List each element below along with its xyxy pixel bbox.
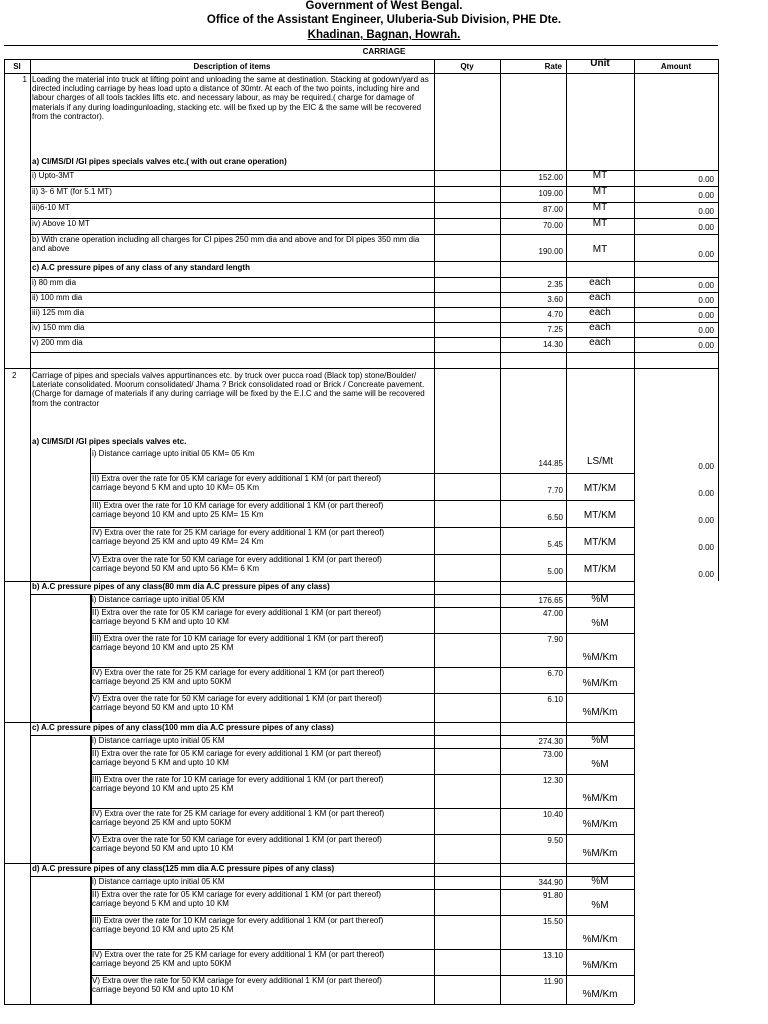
unit-value: %M/Km: [582, 652, 618, 663]
rate-value: 144.85: [538, 459, 563, 468]
unit-value: each: [589, 292, 611, 303]
rate-value: 9.50: [547, 836, 563, 845]
item-description: iii)6-10 MT: [32, 203, 70, 212]
unit-value: MT: [592, 218, 608, 229]
column-rule: [718, 59, 719, 581]
item-2-number: 2: [12, 371, 17, 380]
item-description: i) Distance carriage upto initial 05 KM= 05 Km: [92, 449, 255, 458]
rate-value: 176.65: [538, 596, 563, 605]
column-rule: [500, 59, 501, 1004]
row-rule: [4, 1004, 634, 1005]
rate-value: 190.00: [538, 247, 563, 256]
unit-value: %M: [591, 876, 609, 887]
unit-value: LS/Mt: [586, 456, 614, 467]
rate-value: 5.45: [547, 540, 563, 549]
item-description: III) Extra over the rate for 10 KM cariage for every additional 1 KM (or part thereof) carriage beyond 10 KM and upto 25 KM= 15 Km: [92, 501, 384, 520]
item-description: i) 80 mm dia: [32, 278, 77, 287]
rate-value: 4.70: [547, 310, 563, 319]
rate-value: 109.00: [538, 189, 563, 198]
unit-value: MT: [592, 244, 608, 255]
unit-value: %M: [591, 594, 609, 605]
item-description: iii) 125 mm dia: [32, 308, 85, 317]
item-description: IV) Extra over the rate for 25 KM cariage for every additional 1 KM (or part thereof) carriage beyond 25 KM and upto 50KM: [92, 950, 385, 969]
unit-value: %M/Km: [582, 934, 618, 945]
item-description: III) Extra over the rate for 10 KM cariage for every additional 1 KM (or part thereof) carriage beyond 10 KM and upto 25 KM: [92, 916, 384, 935]
amount-value: 0.00: [698, 570, 714, 579]
rate-value: 47.00: [542, 609, 563, 618]
item-1-c-heading: c) A.C pressure pipes of any class of any standard length: [32, 263, 250, 272]
row-rule: [4, 73, 718, 74]
amount-value: 0.00: [698, 543, 714, 552]
item-description: IV) Extra over the rate for 25 KM cariage for every additional 1 KM (or part thereof) carriage beyond 25 KM and upto 50KM: [92, 668, 385, 687]
item-description: II) Extra over the rate for 05 KM cariage for every additional 1 KM (or part thereof) carriage beyond 5 KM and upto 10 KM: [92, 890, 382, 909]
rate-value: 11.90: [543, 977, 563, 986]
unit-value: %M: [591, 618, 609, 629]
unit-value: MT/KM: [583, 564, 617, 575]
item-description: IV) Extra over the rate for 25 KM cariage for every additional 1 KM (or part thereof) carriage beyond 25 KM and upto 49 KM= 24 Km: [92, 528, 385, 547]
item-description: iv) 150 mm dia: [32, 323, 85, 332]
doc-title-office: Office of the Assistant Engineer, Uluberia-Sub Division, PHE Dte.: [206, 14, 562, 26]
unit-value: %M: [591, 735, 609, 746]
amount-value: 0.00: [698, 341, 714, 350]
unit-value: MT: [592, 186, 608, 197]
rate-value: 91.80: [542, 891, 563, 900]
rate-value: 3.60: [547, 295, 563, 304]
amount-value: 0.00: [698, 462, 714, 471]
unit-value: MT: [592, 170, 608, 181]
unit-value: %M/Km: [582, 989, 618, 1000]
unit-value: %M/Km: [582, 707, 618, 718]
header-rule: [4, 45, 718, 46]
column-rule: [566, 59, 567, 1004]
item-description: b) With crane operation including all charges for CI pipes 250 mm dia and above and for DI pipes 350 mm dia and above: [32, 235, 420, 254]
item-description: V) Extra over the rate for 50 KM cariage for every additional 1 KM (or part thereof) carriage beyond 50 KM and upto 10 KM: [92, 835, 382, 854]
unit-value: MT: [592, 202, 608, 213]
item-description: III) Extra over the rate for 10 KM cariage for every additional 1 KM (or part thereof) carriage beyond 10 KM and upto 25 KM: [92, 634, 384, 653]
amount-value: 0.00: [698, 326, 714, 335]
amount-value: 0.00: [698, 175, 714, 184]
rate-value: 70.00: [542, 221, 563, 230]
rate-value: 344.90: [538, 878, 563, 887]
column-rule: [91, 876, 92, 1004]
amount-value: 0.00: [698, 296, 714, 305]
rate-value: 15.50: [542, 917, 563, 926]
unit-value: MT/KM: [583, 510, 617, 521]
row-rule: [4, 368, 718, 369]
item-description: V) Extra over the rate for 50 KM cariage for every additional 1 KM (or part thereof) carriage beyond 50 KM and upto 10 KM: [92, 694, 382, 713]
column-rule: [91, 735, 92, 863]
rate-value: 5.00: [547, 567, 563, 576]
group-heading: d) A.C pressure pipes of any class(125 mm dia A.C pressure pipes of any class): [32, 864, 335, 873]
column-header-amount: Amount: [660, 62, 692, 71]
rate-value: 87.00: [542, 205, 563, 214]
rate-value: 152.00: [538, 173, 563, 182]
unit-value: each: [589, 337, 611, 348]
item-description: V) Extra over the rate for 50 KM cariage for every additional 1 KM (or part thereof) carriage beyond 50 KM and upto 56 KM= 6 Km: [92, 555, 382, 574]
column-header-rate: Rate: [544, 62, 562, 71]
rate-value: 10.40: [542, 810, 563, 819]
rate-value: 7.70: [547, 486, 563, 495]
rate-value: 73.00: [542, 750, 563, 759]
rate-value: 6.50: [547, 513, 563, 522]
rate-value: 7.90: [547, 635, 563, 644]
unit-value: each: [589, 307, 611, 318]
unit-value: %M: [591, 900, 609, 911]
rate-value: 13.10: [542, 951, 563, 960]
unit-value: each: [589, 277, 611, 288]
amount-value: 0.00: [698, 489, 714, 498]
amount-value: 0.00: [698, 516, 714, 525]
column-header-unit: Unit: [590, 58, 610, 69]
column-rule: [90, 448, 91, 581]
rate-value: 12.30: [542, 776, 563, 785]
item-description: ii) 3- 6 MT (for 5.1 MT): [32, 187, 112, 196]
rate-value: 2.35: [547, 280, 563, 289]
doc-title-address: Khadinan, Bagnan, Howrah.: [307, 29, 461, 41]
item-description: i) Distance carriage upto initial 05 KM: [92, 877, 225, 886]
rate-value: 6.10: [547, 695, 563, 704]
unit-value: %M/Km: [582, 678, 618, 689]
unit-value: %M/Km: [582, 793, 618, 804]
item-description: II) Extra over the rate for 05 KM cariage for every additional 1 KM (or part thereof) carriage beyond 5 KM and upto 10 KM= 05 Km: [92, 474, 382, 493]
unit-value: MT/KM: [583, 483, 617, 494]
item-description: ii) 100 mm dia: [32, 293, 83, 302]
item-description: II) Extra over the rate for 05 KM cariage for every additional 1 KM (or part thereof) carriage beyond 5 KM and upto 10 KM: [92, 608, 382, 627]
item-description: V) Extra over the rate for 50 KM cariage for every additional 1 KM (or part thereof) carriage beyond 50 KM and upto 10 KM: [92, 976, 382, 995]
group-heading: c) A.C pressure pipes of any class(100 mm dia A.C pressure pipes of any class): [32, 723, 334, 732]
item-description: i) Upto-3MT: [32, 171, 75, 180]
column-rule: [434, 59, 435, 1004]
unit-value: MT/KM: [583, 537, 617, 548]
amount-value: 0.00: [698, 250, 714, 259]
doc-title-government: Government of West Bengal.: [305, 0, 463, 12]
column-header-sl: Sl: [13, 62, 21, 71]
item-1-number: 1: [22, 75, 27, 84]
column-header-description: Description of items: [193, 62, 271, 71]
item-description: v) 200 mm dia: [32, 338, 83, 347]
column-header-qty: Qty: [460, 62, 474, 71]
unit-value: %M/Km: [582, 848, 618, 859]
column-rule: [30, 368, 31, 1004]
amount-value: 0.00: [698, 191, 714, 200]
item-description: i) Distance carriage upto initial 05 KM: [92, 736, 225, 745]
item-1-description: Loading the material into truck at lifting point and unloading the same at destination. Stacking at godown/yard as directed including carriage by heas load upto a distance of 30mtr. At each of the two points, including hire and labour charges of all tools tackles lifts etc. and necessary labour, as may be required.( charge for damage of materials if any during loadingunloading, stacking etc. will be fixed up by the EIC & the same will be recovered from the contractor).: [32, 75, 429, 121]
item-2-description: Carriage of pipes and specials valves appurtinances etc. by truck over pucca road (Black top) stone/Boulder/ Lateriate consolidated. Moorum consolidated/ Jhama ? Brick consolidated road or Brick / Concreate pavement. (Charge for damage of materials if any during carriage will be fixed by the E.I.C and the same will be recovered from the contractor: [32, 371, 425, 408]
amount-value: 0.00: [698, 311, 714, 320]
item-description: II) Extra over the rate for 05 KM cariage for every additional 1 KM (or part thereof) carriage beyond 5 KM and upto 10 KM: [92, 749, 382, 768]
amount-value: 0.00: [698, 207, 714, 216]
amount-value: 0.00: [698, 223, 714, 232]
section-title: CARRIAGE: [362, 47, 406, 56]
item-2-a-heading: a) CI/MS/DI /GI pipes specials valves etc.: [32, 437, 187, 446]
rate-value: 6.70: [547, 669, 563, 678]
unit-value: %M/Km: [582, 819, 618, 830]
column-rule: [4, 59, 5, 1004]
unit-value: %M: [591, 759, 609, 770]
item-description: III) Extra over the rate for 10 KM cariage for every additional 1 KM (or part thereof) carriage beyond 10 KM and upto 25 KM: [92, 775, 384, 794]
unit-value: %M/Km: [582, 960, 618, 971]
column-rule: [30, 59, 31, 368]
item-description: iv) Above 10 MT: [32, 219, 90, 228]
group-heading: b) A.C pressure pipes of any class(80 mm dia A.C pressure pipes of any class): [32, 582, 330, 591]
unit-value: each: [589, 322, 611, 333]
column-rule: [634, 59, 635, 1004]
item-1-a-heading: a) CI/MS/DI /GI pipes specials valves etc.( with out crane operation): [32, 157, 287, 166]
row-rule: [30, 352, 718, 353]
rate-value: 7.25: [547, 325, 563, 334]
rate-value: 274.30: [538, 737, 563, 746]
amount-value: 0.00: [698, 281, 714, 290]
item-description: i) Distance carriage upto initial 05 KM: [92, 595, 225, 604]
rate-value: 14.30: [542, 340, 563, 349]
row-rule: [30, 261, 718, 262]
column-rule: [91, 594, 92, 722]
item-description: IV) Extra over the rate for 25 KM cariage for every additional 1 KM (or part thereof) carriage beyond 25 KM and upto 50KM: [92, 809, 385, 828]
